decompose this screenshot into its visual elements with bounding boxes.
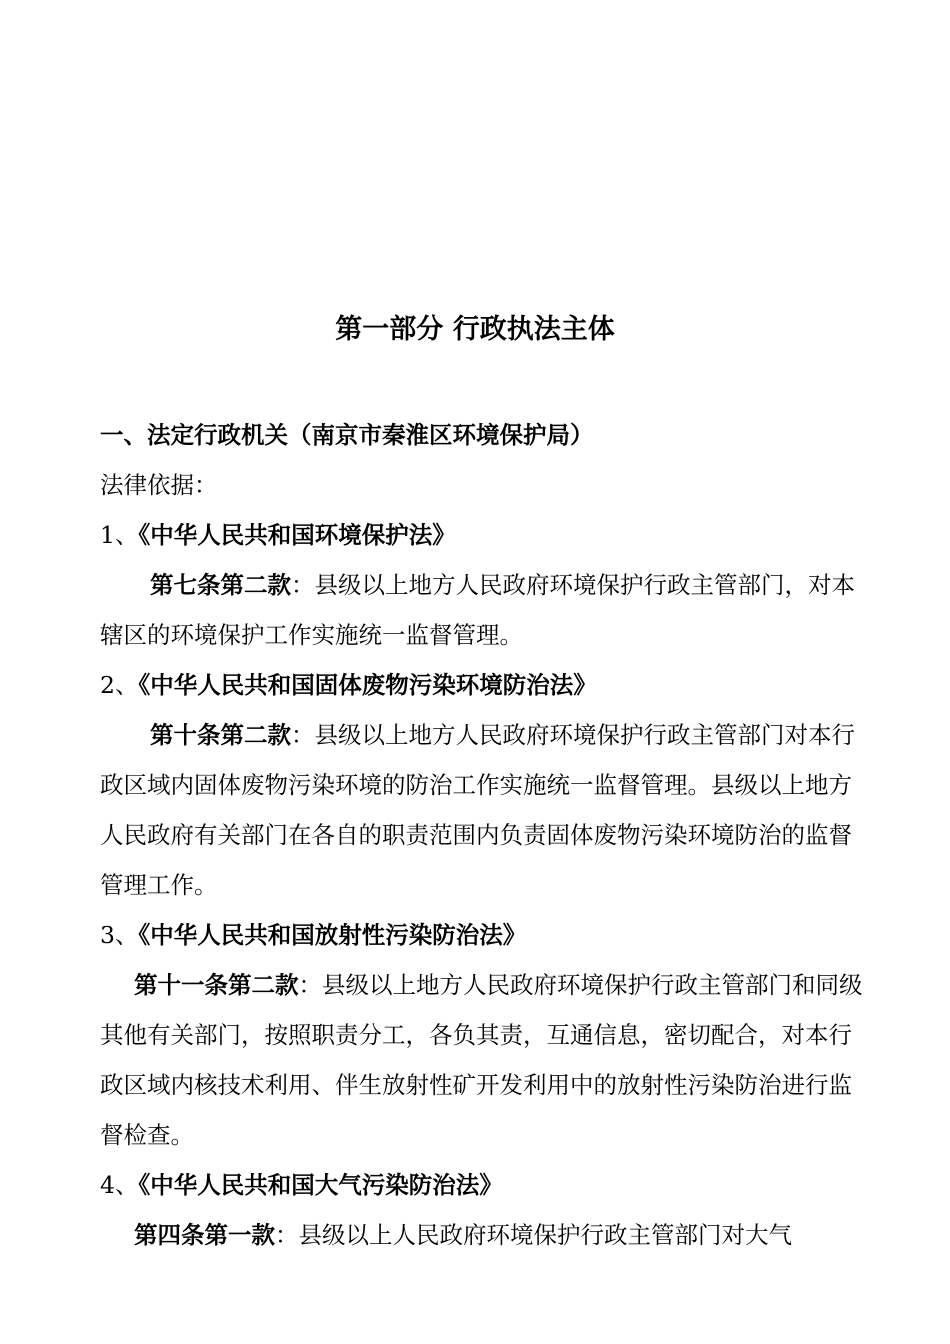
clause-text: 县级以上地方人民政府环境保护行政主管部门对本行政区域内固体废物污染环境的防治工作实施统一监督管理。县级以上地方人民政府有关部门在各自的职责范围内负责固体废物污染环境防治的监督管理工作。 [100, 721, 855, 899]
law-number: 3、 [100, 921, 139, 949]
clause-sep: ： [291, 571, 315, 599]
law-title: 《中华人民共和国大气污染防治法》 [138, 1171, 503, 1199]
law-title: 《中华人民共和国放射性污染防治法》 [138, 921, 527, 949]
clause-label: 第十一条第二款 [134, 971, 299, 999]
law-title-4 [100, 1160, 870, 1210]
clause-label: 第十条第二款 [150, 721, 291, 749]
section-heading: 一、法定行政机关（南京市秦淮区环境保护局） [100, 421, 594, 449]
document-body [100, 410, 870, 1260]
clause-sep: ： [275, 1221, 299, 1249]
clause-text: 县级以上人民政府环境保护行政主管部门对大气 [298, 1221, 792, 1249]
law-clause-1 [100, 560, 870, 660]
law-number: 4、 [100, 1171, 139, 1199]
clause-label: 第四条第一款 [134, 1221, 275, 1249]
basis-label: 法律依据： [100, 471, 218, 499]
law-number: 1、 [100, 521, 139, 549]
law-title: 《中华人民共和国环境保护法》 [138, 521, 456, 549]
law-title-3 [100, 910, 870, 960]
law-clause-2 [100, 710, 870, 910]
clause-text: 县级以上地方人民政府环境保护行政主管部门和同级其他有关部门，按照职责分工，各负其责，互通信息，密切配合，对本行政区域内核技术利用、伴生放射性矿开发利用中的放射性污染防治进行监督检查。 [100, 971, 863, 1149]
law-clause-4 [100, 1210, 870, 1260]
law-clause-3 [100, 960, 870, 1160]
law-title-2 [100, 660, 870, 710]
law-title-1 [100, 510, 870, 560]
clause-sep: ： [298, 971, 322, 999]
clause-sep: ： [291, 721, 315, 749]
clause-text: 县级以上地方人民政府环境保护行政主管部门，对本辖区的环境保护工作实施统一监督管理。 [100, 571, 855, 649]
law-number: 2、 [100, 671, 139, 699]
part-title: 第一部分 行政执法主体 [335, 314, 615, 345]
law-title: 《中华人民共和国固体废物污染环境防治法》 [138, 671, 597, 699]
clause-label: 第七条第二款 [150, 571, 291, 599]
